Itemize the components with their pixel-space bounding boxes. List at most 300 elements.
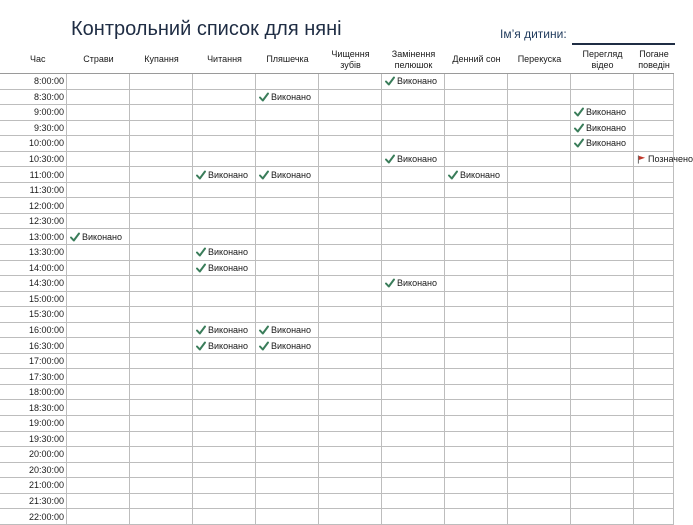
checklist-cell[interactable]	[255, 198, 319, 214]
checklist-cell[interactable]	[129, 369, 193, 385]
checklist-cell[interactable]	[570, 509, 634, 525]
checklist-cell[interactable]	[507, 494, 571, 510]
checklist-cell[interactable]	[507, 261, 571, 277]
checklist-cell[interactable]	[633, 245, 674, 261]
checklist-cell[interactable]	[444, 447, 508, 463]
checklist-cell[interactable]	[129, 136, 193, 152]
checklist-cell[interactable]	[129, 432, 193, 448]
checklist-cell[interactable]	[255, 307, 319, 323]
checklist-cell[interactable]	[318, 261, 382, 277]
checklist-cell[interactable]	[318, 323, 382, 339]
checklist-cell[interactable]	[444, 136, 508, 152]
checklist-cell[interactable]	[129, 323, 193, 339]
checklist-cell[interactable]	[255, 152, 319, 168]
checklist-cell[interactable]	[192, 385, 256, 401]
checklist-cell[interactable]	[507, 152, 571, 168]
checklist-cell[interactable]	[444, 183, 508, 199]
checklist-cell[interactable]	[318, 432, 382, 448]
checkmark-icon	[385, 76, 395, 86]
checklist-cell[interactable]	[570, 261, 634, 277]
checklist-cell[interactable]	[444, 292, 508, 308]
checklist-cell[interactable]	[507, 369, 571, 385]
time-cell: 16:00:00	[0, 323, 67, 339]
checklist-cell[interactable]	[255, 183, 319, 199]
checklist-cell[interactable]	[255, 354, 319, 370]
checklist-cell[interactable]	[570, 183, 634, 199]
checklist-cell[interactable]	[192, 292, 256, 308]
checklist-cell[interactable]	[633, 416, 674, 432]
checklist-cell[interactable]	[381, 307, 445, 323]
checklist-cell[interactable]	[507, 121, 571, 137]
checklist-cell[interactable]	[255, 90, 319, 106]
checklist-cell[interactable]	[255, 400, 319, 416]
checklist-cell[interactable]	[66, 245, 130, 261]
column-header: Замінення пелюшок	[382, 46, 445, 74]
checklist-cell[interactable]	[318, 245, 382, 261]
checklist-cell[interactable]	[570, 214, 634, 230]
checklist-cell[interactable]	[570, 136, 634, 152]
checklist-cell[interactable]	[570, 323, 634, 339]
time-cell: 18:30:00	[0, 400, 67, 416]
checklist-cell[interactable]	[318, 509, 382, 525]
checklist-cell[interactable]	[507, 198, 571, 214]
checklist-cell[interactable]	[570, 90, 634, 106]
checklist-cell[interactable]	[633, 105, 674, 121]
checklist-cell[interactable]	[507, 105, 571, 121]
checklist-cell[interactable]	[381, 105, 445, 121]
checklist-cell[interactable]	[192, 447, 256, 463]
checklist-cell[interactable]	[192, 90, 256, 106]
checklist-cell[interactable]	[129, 385, 193, 401]
checklist-cell[interactable]	[192, 105, 256, 121]
checklist-cell[interactable]	[633, 229, 674, 245]
checklist-cell[interactable]	[192, 74, 256, 90]
checklist-cell[interactable]	[66, 509, 130, 525]
checklist-cell[interactable]	[318, 369, 382, 385]
checklist-cell[interactable]	[129, 105, 193, 121]
checklist-cell[interactable]	[318, 354, 382, 370]
checklist-cell[interactable]	[570, 167, 634, 183]
checklist-cell[interactable]	[255, 105, 319, 121]
checklist-cell[interactable]	[129, 245, 193, 261]
checklist-cell[interactable]	[192, 323, 256, 339]
checklist-cell[interactable]	[129, 90, 193, 106]
checklist-cell[interactable]	[66, 292, 130, 308]
checklist-cell[interactable]	[381, 152, 445, 168]
checklist-cell[interactable]	[66, 74, 130, 90]
checklist-cell[interactable]	[381, 245, 445, 261]
checklist-cell[interactable]	[381, 276, 445, 292]
checklist-cell[interactable]	[66, 152, 130, 168]
checklist-cell[interactable]	[633, 261, 674, 277]
checklist-cell[interactable]	[318, 90, 382, 106]
checklist-cell[interactable]	[570, 276, 634, 292]
checklist-cell[interactable]	[66, 167, 130, 183]
checklist-cell[interactable]	[318, 121, 382, 137]
checklist-cell[interactable]	[318, 385, 382, 401]
checklist-cell[interactable]	[381, 416, 445, 432]
checklist-cell[interactable]	[318, 494, 382, 510]
flag-icon	[637, 155, 646, 164]
checklist-cell[interactable]	[381, 400, 445, 416]
checklist-cell[interactable]	[66, 276, 130, 292]
checklist-cell[interactable]	[507, 447, 571, 463]
checklist-cell[interactable]	[381, 447, 445, 463]
checklist-cell[interactable]	[255, 432, 319, 448]
checklist-cell[interactable]	[444, 214, 508, 230]
checklist-cell[interactable]	[570, 463, 634, 479]
checklist-cell[interactable]	[192, 338, 256, 354]
checklist-cell[interactable]	[318, 198, 382, 214]
checklist-cell[interactable]	[381, 338, 445, 354]
checklist-cell[interactable]	[507, 432, 571, 448]
checklist-cell[interactable]	[318, 292, 382, 308]
checklist-cell[interactable]	[633, 90, 674, 106]
checklist-cell[interactable]	[66, 214, 130, 230]
checklist-cell[interactable]	[381, 432, 445, 448]
checklist-cell[interactable]	[444, 167, 508, 183]
checklist-cell[interactable]	[318, 105, 382, 121]
checklist-cell[interactable]	[381, 90, 445, 106]
checklist-cell[interactable]	[66, 478, 130, 494]
checklist-cell[interactable]	[255, 261, 319, 277]
checklist-cell[interactable]	[129, 478, 193, 494]
checklist-cell[interactable]	[570, 121, 634, 137]
checklist-cell[interactable]	[444, 494, 508, 510]
checklist-cell[interactable]	[255, 292, 319, 308]
checklist-cell[interactable]	[570, 447, 634, 463]
checklist-cell[interactable]	[444, 276, 508, 292]
checklist-cell[interactable]	[129, 183, 193, 199]
checklist-cell[interactable]	[444, 463, 508, 479]
checklist-cell[interactable]	[633, 183, 674, 199]
checklist-cell[interactable]	[444, 74, 508, 90]
checklist-cell[interactable]	[129, 447, 193, 463]
checklist-cell[interactable]	[570, 307, 634, 323]
checklist-cell[interactable]	[507, 416, 571, 432]
checklist-cell[interactable]	[192, 121, 256, 137]
checklist-cell[interactable]	[66, 338, 130, 354]
checklist-cell[interactable]	[507, 167, 571, 183]
checklist-cell[interactable]	[129, 152, 193, 168]
checklist-cell[interactable]	[318, 183, 382, 199]
checklist-cell[interactable]	[255, 338, 319, 354]
checklist-cell[interactable]	[318, 152, 382, 168]
checklist-cell[interactable]	[633, 307, 674, 323]
time-cell: 16:30:00	[0, 338, 67, 354]
checklist-cell[interactable]	[633, 432, 674, 448]
checklist-cell[interactable]	[66, 400, 130, 416]
checklist-cell[interactable]	[570, 478, 634, 494]
checklist-cell[interactable]	[381, 136, 445, 152]
checklist-cell[interactable]	[633, 385, 674, 401]
checklist-cell[interactable]	[129, 121, 193, 137]
checklist-cell[interactable]	[444, 105, 508, 121]
checklist-cell[interactable]	[255, 323, 319, 339]
checklist-cell[interactable]	[381, 183, 445, 199]
checklist-cell[interactable]	[444, 90, 508, 106]
checklist-cell[interactable]	[318, 276, 382, 292]
checklist-cell[interactable]	[507, 307, 571, 323]
checklist-cell[interactable]	[318, 416, 382, 432]
checklist-cell[interactable]	[633, 369, 674, 385]
checklist-cell[interactable]	[318, 307, 382, 323]
checklist-cell[interactable]	[633, 136, 674, 152]
checklist-cell[interactable]	[507, 323, 571, 339]
checklist-cell[interactable]	[444, 152, 508, 168]
checklist-cell[interactable]	[192, 276, 256, 292]
checklist-cell[interactable]	[381, 354, 445, 370]
checklist-cell[interactable]	[192, 509, 256, 525]
checklist-cell[interactable]	[192, 245, 256, 261]
checklist-cell[interactable]	[570, 105, 634, 121]
checklist-cell[interactable]	[129, 229, 193, 245]
checklist-cell[interactable]	[507, 74, 571, 90]
checklist-cell[interactable]	[66, 447, 130, 463]
checklist-cell[interactable]	[633, 121, 674, 137]
checklist-cell[interactable]	[444, 400, 508, 416]
checklist-cell[interactable]	[129, 416, 193, 432]
checklist-cell[interactable]	[381, 385, 445, 401]
checklist-cell[interactable]	[507, 90, 571, 106]
checklist-cell[interactable]	[633, 463, 674, 479]
checklist-cell[interactable]	[66, 463, 130, 479]
checklist-cell[interactable]	[381, 369, 445, 385]
checklist-cell[interactable]	[192, 369, 256, 385]
checklist-cell[interactable]	[255, 74, 319, 90]
checklist-cell[interactable]	[381, 121, 445, 137]
time-cell: 13:30:00	[0, 245, 67, 261]
checklist-cell[interactable]	[444, 307, 508, 323]
checklist-cell[interactable]	[318, 463, 382, 479]
checklist-cell[interactable]	[318, 447, 382, 463]
checklist-cell[interactable]	[192, 152, 256, 168]
checklist-cell[interactable]	[570, 74, 634, 90]
checklist-cell[interactable]	[66, 416, 130, 432]
checklist-cell[interactable]	[633, 167, 674, 183]
checklist-cell[interactable]	[66, 198, 130, 214]
checklist-cell[interactable]	[633, 276, 674, 292]
checklist-cell[interactable]	[381, 323, 445, 339]
checklist-cell[interactable]	[633, 354, 674, 370]
checklist-cell[interactable]	[129, 354, 193, 370]
checklist-cell[interactable]	[507, 276, 571, 292]
checklist-cell[interactable]	[318, 214, 382, 230]
checklist-cell[interactable]	[318, 136, 382, 152]
checklist-cell[interactable]	[66, 136, 130, 152]
checklist-cell[interactable]	[444, 432, 508, 448]
checklist-cell[interactable]	[570, 400, 634, 416]
checklist-cell[interactable]	[570, 416, 634, 432]
checklist-cell[interactable]	[381, 198, 445, 214]
checklist-cell[interactable]	[633, 400, 674, 416]
checklist-cell[interactable]	[507, 292, 571, 308]
checklist-cell[interactable]	[633, 214, 674, 230]
checklist-cell[interactable]	[66, 323, 130, 339]
checklist-cell[interactable]	[255, 229, 319, 245]
checklist-cell[interactable]	[444, 261, 508, 277]
checklist-cell[interactable]	[129, 276, 193, 292]
checklist-cell[interactable]	[129, 509, 193, 525]
checklist-cell[interactable]	[318, 478, 382, 494]
checklist-cell[interactable]	[318, 229, 382, 245]
checklist-cell[interactable]	[192, 432, 256, 448]
checklist-cell[interactable]	[507, 478, 571, 494]
checklist-cell[interactable]	[381, 74, 445, 90]
checklist-cell[interactable]	[570, 385, 634, 401]
checklist-cell[interactable]	[192, 261, 256, 277]
checklist-cell[interactable]	[192, 229, 256, 245]
checklist-cell[interactable]	[381, 229, 445, 245]
checklist-cell[interactable]	[192, 416, 256, 432]
checklist-cell[interactable]	[381, 494, 445, 510]
checklist-cell[interactable]	[381, 478, 445, 494]
checklist-cell[interactable]	[66, 183, 130, 199]
checklist-cell[interactable]	[192, 167, 256, 183]
checklist-cell[interactable]	[633, 74, 674, 90]
checklist-cell[interactable]	[255, 494, 319, 510]
checklist-cell[interactable]	[507, 183, 571, 199]
checklist-cell[interactable]	[381, 167, 445, 183]
checklist-cell[interactable]	[318, 74, 382, 90]
checklist-cell[interactable]	[507, 400, 571, 416]
checklist-cell[interactable]	[444, 354, 508, 370]
checklist-cell[interactable]	[633, 198, 674, 214]
checklist-cell[interactable]	[129, 261, 193, 277]
checklist-cell[interactable]	[129, 167, 193, 183]
checklist-cell[interactable]	[633, 152, 693, 168]
checklist-cell[interactable]	[66, 432, 130, 448]
checklist-cell[interactable]	[255, 276, 319, 292]
checklist-cell[interactable]	[192, 136, 256, 152]
checklist-cell[interactable]	[507, 229, 571, 245]
checklist-cell[interactable]	[381, 292, 445, 308]
checklist-cell[interactable]	[129, 214, 193, 230]
checklist-cell[interactable]	[192, 307, 256, 323]
checklist-cell[interactable]	[444, 121, 508, 137]
checklist-cell[interactable]	[66, 261, 130, 277]
checklist-cell[interactable]	[570, 338, 634, 354]
cell-status-text: Виконано	[82, 231, 123, 242]
checklist-cell[interactable]	[633, 447, 674, 463]
checklist-cell[interactable]	[444, 323, 508, 339]
checklist-cell[interactable]	[192, 463, 256, 479]
checklist-cell[interactable]	[444, 229, 508, 245]
checklist-cell[interactable]	[318, 400, 382, 416]
checklist-cell[interactable]	[255, 121, 319, 137]
checklist-cell[interactable]	[192, 478, 256, 494]
checklist-cell[interactable]	[570, 292, 634, 308]
checklist-cell[interactable]	[129, 74, 193, 90]
checklist-cell[interactable]	[507, 385, 571, 401]
checklist-cell[interactable]	[444, 416, 508, 432]
child-name-input[interactable]	[572, 43, 675, 45]
checklist-cell[interactable]	[507, 214, 571, 230]
checklist-cell[interactable]	[381, 463, 445, 479]
checklist-cell[interactable]	[192, 214, 256, 230]
checklist-cell[interactable]	[318, 338, 382, 354]
checklist-cell[interactable]	[255, 447, 319, 463]
checklist-cell[interactable]	[192, 183, 256, 199]
checklist-cell[interactable]	[444, 198, 508, 214]
checklist-cell[interactable]	[255, 509, 319, 525]
checklist-cell[interactable]	[570, 152, 634, 168]
checklist-cell[interactable]	[444, 385, 508, 401]
checklist-cell[interactable]	[507, 136, 571, 152]
checklist-cell[interactable]	[570, 432, 634, 448]
checklist-cell[interactable]	[66, 494, 130, 510]
checklist-cell[interactable]	[444, 338, 508, 354]
checklist-cell[interactable]	[444, 478, 508, 494]
checklist-cell[interactable]	[570, 198, 634, 214]
checklist-cell[interactable]	[66, 105, 130, 121]
checklist-cell[interactable]	[66, 354, 130, 370]
checklist-cell[interactable]	[129, 494, 193, 510]
checklist-cell[interactable]	[255, 245, 319, 261]
checklist-cell[interactable]	[192, 354, 256, 370]
checklist-cell[interactable]	[381, 509, 445, 525]
checklist-cell[interactable]	[192, 494, 256, 510]
checklist-cell[interactable]	[507, 245, 571, 261]
checklist-cell[interactable]	[633, 323, 674, 339]
checklist-cell[interactable]	[255, 214, 319, 230]
checklist-cell[interactable]	[381, 261, 445, 277]
checklist-cell[interactable]	[129, 292, 193, 308]
checklist-cell[interactable]	[129, 338, 193, 354]
checklist-cell[interactable]	[444, 509, 508, 525]
checklist-cell[interactable]	[570, 369, 634, 385]
checklist-cell[interactable]	[507, 354, 571, 370]
checklist-cell[interactable]	[66, 121, 130, 137]
checklist-cell[interactable]	[570, 229, 634, 245]
checklist-cell[interactable]	[66, 385, 130, 401]
time-cell: 21:00:00	[0, 478, 67, 494]
checklist-cell[interactable]	[66, 90, 130, 106]
checklist-cell[interactable]	[381, 214, 445, 230]
checklist-cell[interactable]	[444, 369, 508, 385]
checklist-cell[interactable]	[66, 307, 130, 323]
checklist-cell[interactable]	[255, 385, 319, 401]
checklist-cell[interactable]	[255, 463, 319, 479]
checklist-cell[interactable]	[507, 463, 571, 479]
checklist-cell[interactable]	[255, 369, 319, 385]
checklist-cell[interactable]	[633, 338, 674, 354]
checklist-cell[interactable]	[129, 463, 193, 479]
checklist-cell[interactable]	[444, 245, 508, 261]
checklist-cell[interactable]	[570, 354, 634, 370]
checklist-cell[interactable]	[633, 494, 674, 510]
checklist-cell[interactable]	[66, 369, 130, 385]
checklist-cell[interactable]	[129, 400, 193, 416]
checklist-cell[interactable]	[633, 478, 674, 494]
checklist-cell[interactable]	[129, 307, 193, 323]
checklist-cell[interactable]	[633, 509, 674, 525]
checklist-cell[interactable]	[129, 198, 193, 214]
checklist-cell[interactable]	[570, 245, 634, 261]
checklist-cell[interactable]	[507, 509, 571, 525]
checklist-cell[interactable]	[255, 416, 319, 432]
checklist-cell[interactable]	[192, 400, 256, 416]
checklist-cell[interactable]	[318, 167, 382, 183]
checklist-cell[interactable]	[66, 229, 130, 245]
checklist-cell[interactable]	[255, 478, 319, 494]
checklist-cell[interactable]	[570, 494, 634, 510]
checklist-cell[interactable]	[255, 136, 319, 152]
checklist-cell[interactable]	[507, 338, 571, 354]
checklist-cell[interactable]	[255, 167, 319, 183]
checklist-cell[interactable]	[633, 292, 674, 308]
checklist-cell[interactable]	[192, 198, 256, 214]
